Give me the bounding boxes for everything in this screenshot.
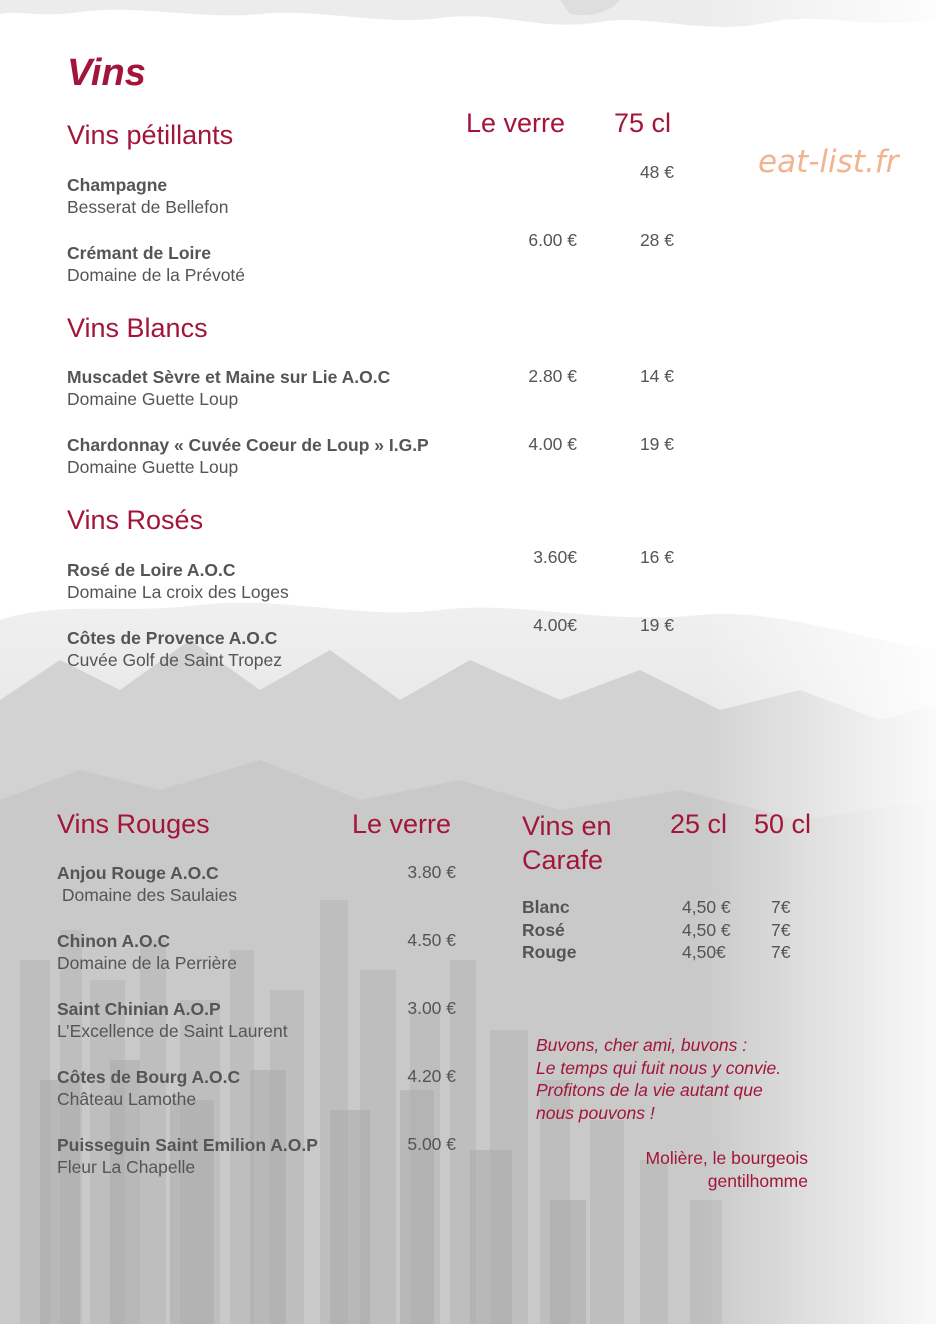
wine-producer: Besserat de Bellefon: [67, 197, 229, 217]
quote-line: Profitons de la vie autant que: [536, 1080, 763, 1100]
price-bottle: 19 €: [639, 615, 674, 635]
quote-author: [600, 1147, 808, 1192]
price-glass: 6.00 €: [528, 230, 577, 250]
column-header-bottle: 75 cl: [614, 108, 672, 138]
quote-line: Buvons, cher ami, buvons :: [536, 1035, 748, 1055]
wine-name: Puisseguin Saint Emilion A.O.P: [57, 1135, 318, 1155]
wine-producer: Château Lamothe: [57, 1089, 197, 1109]
column-header-50cl: 50 cl: [754, 809, 812, 839]
list-item: [57, 998, 288, 1042]
quote-author-line2: gentilhomme: [707, 1170, 808, 1191]
price-bottle: 19 €: [639, 434, 674, 454]
list-item: [67, 366, 390, 410]
carafe-price-25-blanc: 4,50 €: [682, 897, 731, 917]
carafe-price-50-rouge: 7€: [771, 942, 791, 962]
list-item: [57, 930, 237, 974]
section-title-reds: Vins Rouges: [57, 809, 210, 839]
wine-name: Côtes de Provence A.O.C: [67, 628, 278, 648]
wine-name: Crémant de Loire: [67, 243, 211, 263]
wine-name: Chardonnay « Cuvée Coeur de Loup » I.G.P: [67, 435, 429, 455]
wine-producer: Domaine Guette Loup: [67, 389, 239, 409]
wine-name: Champagne: [67, 175, 168, 195]
price-bottle: 28 €: [639, 230, 674, 250]
price-bottle: 14 €: [639, 366, 674, 386]
carafe-prices-50cl: [771, 896, 790, 964]
wine-name: Côtes de Bourg A.O.C: [57, 1067, 241, 1087]
carafe-title-line1: Vins en: [522, 811, 612, 841]
wine-producer: Domaine Guette Loup: [67, 457, 239, 477]
price-glass: 2.80 €: [528, 366, 577, 386]
wine-producer: Domaine des Saulaies: [57, 885, 237, 905]
carafe-label-rouge: Rouge: [522, 942, 577, 962]
price-glass: 3.80 €: [407, 862, 456, 882]
carafe-label-rose: Rosé: [522, 919, 565, 940]
wine-producer: Fleur La Chapelle: [57, 1157, 196, 1177]
column-header-25cl: 25 cl: [670, 809, 728, 839]
carafe-price-50-rose: 7€: [771, 919, 791, 940]
wine-producer: Domaine La croix des Loges: [67, 582, 289, 602]
carafe-price-50-blanc: 7€: [771, 897, 791, 917]
wine-producer: Domaine de la Perrière: [57, 953, 237, 973]
wine-producer: Cuvée Golf de Saint Tropez: [67, 650, 282, 670]
list-item: [67, 627, 282, 671]
carafe-price-25-rose: 4,50 €: [682, 919, 731, 940]
column-header-reds-glass: Le verre: [352, 809, 452, 839]
carafe-row: [522, 896, 576, 964]
price-bottle: 48 €: [639, 162, 674, 182]
price-glass: 3.00 €: [407, 998, 456, 1018]
quote-block: [536, 1034, 781, 1124]
price-glass: 4.00 €: [528, 434, 577, 454]
wine-name: Muscadet Sèvre et Maine sur Lie A.O.C: [67, 367, 391, 387]
column-header-glass: Le verre: [466, 108, 566, 138]
page-title: Vins: [67, 52, 146, 94]
wine-name: Saint Chinian A.O.P: [57, 999, 221, 1019]
section-title-roses: Vins Rosés: [67, 505, 204, 535]
carafe-title-line2: Carafe: [522, 845, 604, 875]
list-item: [57, 1066, 240, 1110]
price-glass: 4.20 €: [407, 1066, 456, 1086]
section-title-sparkling: Vins pétillants: [67, 120, 234, 150]
quote-line: nous pouvons !: [536, 1102, 655, 1123]
list-item: [67, 242, 245, 286]
wine-producer: L’Excellence de Saint Laurent: [57, 1021, 288, 1041]
price-glass: 4.50 €: [407, 930, 456, 950]
wine-name: Chinon A.O.C: [57, 931, 171, 951]
wine-name: Rosé de Loire A.O.C: [67, 560, 236, 580]
wine-name: Anjou Rouge A.O.C: [57, 863, 219, 883]
price-bottle: 16 €: [639, 547, 674, 567]
section-title-carafe: [522, 809, 612, 877]
carafe-prices-25cl: [682, 896, 731, 964]
section-title-whites: Vins Blancs: [67, 313, 208, 343]
list-item: [67, 434, 429, 478]
list-item: [67, 559, 289, 603]
price-glass: 5.00 €: [407, 1134, 456, 1154]
price-glass: 4.00€: [533, 615, 577, 635]
list-item: [57, 1134, 318, 1178]
quote-line: Le temps qui fuit nous y convie.: [536, 1057, 782, 1078]
carafe-price-25-rouge: 4,50€: [682, 942, 726, 962]
list-item: [57, 862, 237, 906]
carafe-label-blanc: Blanc: [522, 897, 570, 917]
watermark-logo: eat-list.fr: [758, 144, 899, 180]
list-item: [67, 174, 229, 218]
wine-producer: Domaine de la Prévoté: [67, 265, 246, 285]
quote-author-line1: Molière, le bourgeois: [645, 1148, 808, 1168]
price-glass: 3.60€: [533, 547, 577, 567]
